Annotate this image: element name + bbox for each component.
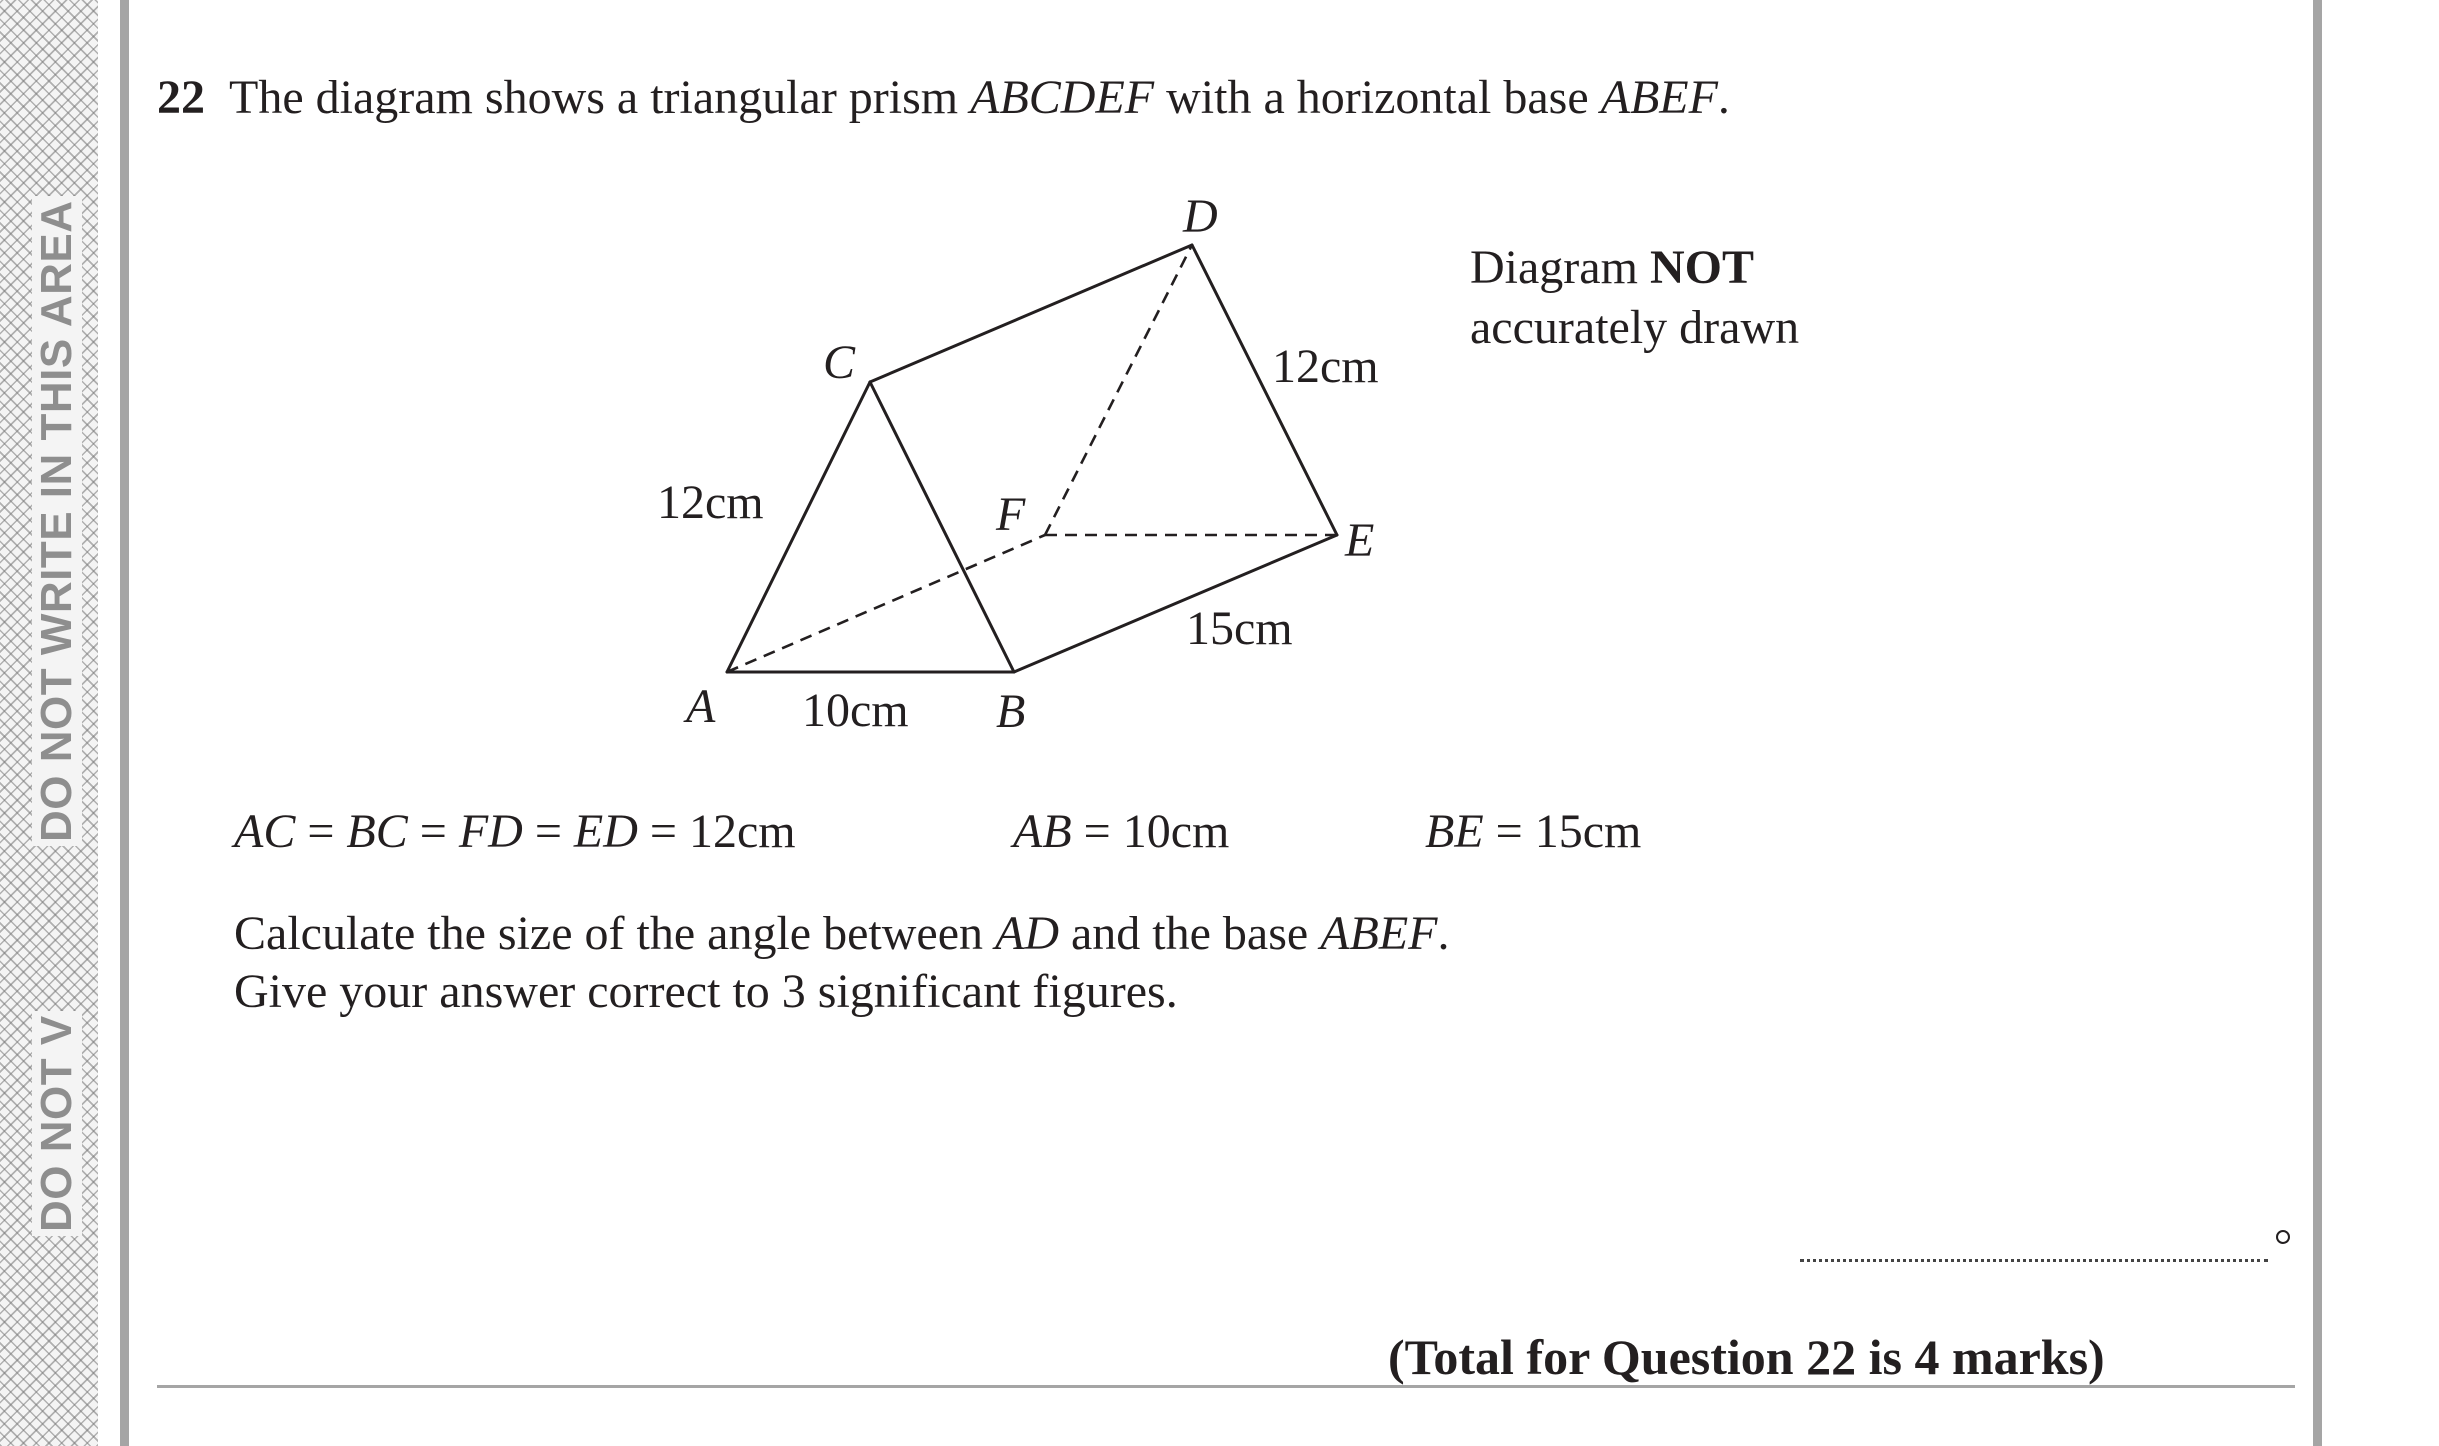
- edge-cd: [870, 245, 1192, 382]
- given-ed: ED: [573, 805, 638, 858]
- given-bc: BC: [346, 805, 408, 858]
- diagram-note: [1470, 238, 1799, 358]
- vertex-label-f: F: [996, 488, 1026, 541]
- instruction-base: ABEF: [1320, 907, 1438, 960]
- vertex-label-d: D: [1183, 190, 1218, 243]
- note-bold-not: NOT: [1649, 241, 1754, 294]
- instruction-text: Calculate the size of the angle between: [234, 907, 995, 960]
- given-equal-lengths: [234, 804, 796, 859]
- equals-sign: =: [1483, 805, 1535, 858]
- note-prefix: Diagram: [1470, 241, 1650, 294]
- vertex-label-c: C: [823, 336, 856, 389]
- equals-sign: =: [637, 805, 689, 858]
- instruction: [234, 905, 1450, 1021]
- hidden-edge-fd: [1045, 245, 1192, 535]
- equals-sign: =: [1071, 805, 1123, 858]
- edge-label-ac: 12cm: [657, 476, 764, 529]
- vertex-label-e: E: [1345, 514, 1375, 567]
- diagram-note-line1: [1470, 238, 1799, 298]
- bottom-rule: [157, 1385, 2295, 1388]
- given-10cm: 10cm: [1122, 805, 1230, 858]
- prism-name: ABCDEF: [970, 71, 1155, 124]
- margin-warning-text: DO NOT WRITE IN THIS AREA: [32, 196, 82, 846]
- stem-middle: with a horizontal base: [1154, 71, 1601, 124]
- given-12cm: 12cm: [688, 805, 796, 858]
- diagram-note-line2: accurately drawn: [1470, 301, 1800, 354]
- hidden-edge-af: [727, 535, 1045, 672]
- stem-prefix: The diagram shows a triangular prism: [229, 71, 971, 124]
- margin-warning-text-partial: DO NOT V: [32, 1011, 82, 1236]
- degree-icon: [2276, 1230, 2290, 1244]
- given-fd: FD: [458, 805, 523, 858]
- stem-suffix: .: [1717, 71, 1730, 124]
- equals-sign: =: [522, 805, 574, 858]
- base-name: ABEF: [1600, 71, 1718, 124]
- given-ac: AC: [234, 805, 296, 858]
- given-ab-length: [1013, 804, 1229, 859]
- given-15cm: 15cm: [1534, 805, 1642, 858]
- given-be-length: [1425, 804, 1641, 859]
- given-ab: AB: [1013, 805, 1072, 858]
- total-marks: (Total for Question 22 is 4 marks): [1388, 1329, 2105, 1385]
- equals-sign: =: [295, 805, 347, 858]
- instruction-line2: Give your answer correct to 3 significant figures.: [234, 965, 1178, 1018]
- question-number: 22: [157, 71, 205, 124]
- edge-label-be: 15cm: [1186, 602, 1293, 655]
- given-be: BE: [1425, 805, 1484, 858]
- edge-bc: [870, 382, 1014, 672]
- edge-label-ab: 10cm: [802, 684, 909, 737]
- instruction-ad: AD: [995, 907, 1059, 960]
- equals-sign: =: [407, 805, 459, 858]
- instruction-line1: [234, 905, 1450, 963]
- edge-label-de: 12cm: [1272, 340, 1379, 393]
- instruction-text: .: [1437, 907, 1450, 960]
- instruction-text: and the base: [1058, 907, 1321, 960]
- vertex-label-b: B: [996, 685, 1026, 738]
- vertex-label-a: A: [686, 680, 716, 733]
- answer-line[interactable]: [1800, 1259, 2268, 1262]
